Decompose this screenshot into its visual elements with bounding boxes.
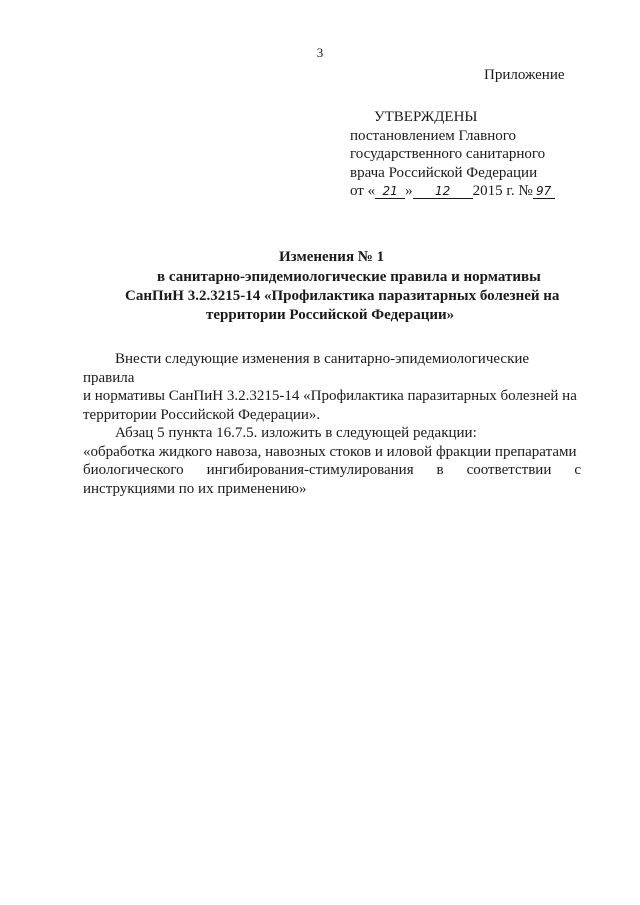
date-year: 2015 г. № — [472, 183, 533, 199]
paragraph-1-cont — [83, 387, 581, 424]
word: с — [574, 462, 581, 478]
title-line: территории Российской Федерации» — [206, 307, 455, 323]
handwritten-day: 21 — [375, 185, 405, 199]
title-line: в санитарно-эпидемиологические правила и нормативы — [157, 269, 541, 285]
appendix-label: Приложение — [484, 67, 565, 83]
approval-heading: УТВЕРЖДЕНЫ — [374, 109, 478, 125]
justified-line — [83, 461, 581, 480]
text-line: и нормативы СанПиН 3.2.3215-14 «Профилактика паразитарных болезней на — [83, 388, 577, 404]
title-line: Изменения № 1 — [279, 249, 385, 265]
page-number: 3 — [316, 45, 324, 60]
text-line: Внести следующие изменения в санитарно-эпидемиологические правила — [83, 351, 530, 386]
word: биологического — [83, 462, 184, 478]
approval-line: государственного санитарного — [350, 146, 546, 162]
text-line: инструкциями по их применению» — [83, 480, 307, 497]
document-body — [83, 350, 581, 498]
word: в — [436, 462, 444, 478]
text-line: Абзац 5 пункта 16.7.5. изложить в следующей редакции: — [115, 425, 477, 441]
approval-line: постановлением Главного — [350, 127, 517, 144]
paragraph-1 — [83, 350, 581, 387]
approval-date-line — [350, 182, 555, 201]
handwritten-number: 97 — [533, 185, 555, 199]
word: соответствии — [466, 462, 552, 478]
title-line: СанПиН 3.2.3215-14 «Профилактика паразитарных болезней на — [125, 288, 560, 304]
text-line: территории Российской Федерации». — [83, 406, 321, 423]
approval-block — [350, 108, 555, 201]
paragraph-3 — [83, 443, 581, 499]
approval-line: врача Российской Федерации — [350, 164, 538, 181]
date-mid: » — [405, 183, 413, 199]
text-line: «обработка жидкого навоза, навозных стоков и иловой фракции препаратами — [83, 443, 577, 460]
handwritten-month: 12 — [413, 185, 473, 199]
date-prefix: от « — [350, 183, 376, 199]
paragraph-2 — [83, 424, 581, 443]
word: ингибирования-стимулирования — [206, 462, 414, 478]
